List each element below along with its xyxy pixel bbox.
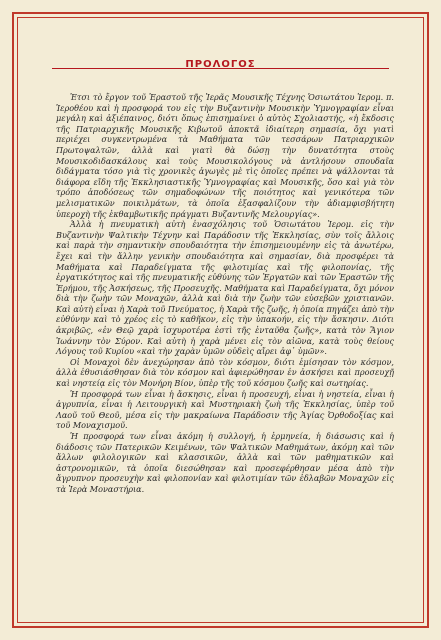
paragraph: Οἱ Μοναχοὶ δὲν ἀνεχώρησαν ἀπὸ τὸν κόσμον, διότι ἐμίσησαν τὸν κόσμον, ἀλλὰ ἐθυσιάσθησαν διὰ τὸν κόσμον καὶ ἀφιερώθησαν ἐν ἀσκήσει καὶ προσευχῇ καὶ νηστείᾳ εἰς τὸν Μονήρη Βίον, ὑπὲρ τῆς τοῦ κόσμου ζωῆς καὶ σωτηρίας. [56, 356, 394, 389]
body-text [56, 92, 394, 495]
page-title: ΠΡΟΛΟΓΟΣ [185, 59, 256, 70]
paragraph: Ἡ προσφορά των εἶναι ἀκόμη ἡ συλλογή, ἡ ἑρμηνεία, ἡ διάσωσις καὶ ἡ διάδοσις τῶν Πατερικῶν Κειμένων, τῶν Ψαλτικῶν Μαθημάτων, ἀκόμη καὶ τῶν ἄλλων φιλολογικῶν καὶ κλασσικῶν, ἀλλὰ καὶ τῶν μαθηματικῶν καὶ ἀστρονομικῶν, τὰ ὁποῖα διεσώθησαν καὶ προσεφέρθησαν μέσα ἀπὸ τὴν ἄγρυπνον προσευχὴν καὶ φιλοπονίαν καὶ φιλοτιμίαν τῶν ἐδλαβῶν Μοναχῶν εἰς τὰ Ἱερὰ Μοναστήρια. [56, 431, 394, 494]
paragraph: Ἡ προσφορά των εἶναι ἡ ἄσκησις, εἶναι ἡ προσευχή, εἶναι ἡ νηστεία, εἶναι ἡ ἀγρυπνία, εἶναι ἡ Λειτουργικὴ καὶ Μυστηριακὴ ζωὴ τῆς Ἐκκλησίας, ὑπὲρ τοῦ Λαοῦ τοῦ Θεοῦ, μέσα εἰς τὴν μακραίωνα Παράδοσιν τῆς Ἁγίας Ὀρθοδοξίας καὶ τοῦ Μοναχισμοῦ. [56, 388, 394, 431]
paragraph: Ἐτσι τὸ ἔργον τοῦ Ἐραστοῦ τῆς Ἱερᾶς Μουσικῆς Τέχνης Ὁσιωτάτου Ἱερομ. π. Ἱεροθέου καὶ ἡ προσφορά του εἰς τὴν Βυζαντινὴν Μουσικὴν Ὑμνογραφίαν εἶναι μεγάλη καὶ ἀξιέπαινος, διότι ὅπως ἐπισημαίνει ὁ αὐτὸς Σχολιαστής, «ἡ ἔκδοσις τῆς Πατριαρχικῆς Μουσικῆς Κιβωτοῦ ἀποκτᾶ ἰδιαίτερη σημασία, ὄχι γιατὶ περιέχει συγκεντρωμένα τὰ Μαθήματα τῶν τεσσάρων Πατριαρχικῶν Πρωτοψαλτῶν, ἀλλὰ καὶ γιατὶ θὰ δώσῃ τὴν δυνατότητα στοὺς Μουσικοδιδασκάλους καὶ τοὺς Μουσικολόγους νὰ ἀντλήσουν σπουδαῖα διδάγματα τόσο γιὰ τὶς χρονικὲς ἀγωγὲς μὲ τὶς ὁποῖες πρέπει νὰ ψάλλονται τὰ διάφορα εἴδη τῆς Ἐκκλησιαστικῆς Ὑμνογραφίας καὶ Μουσικῆς, ὅσο καὶ γιὰ τὸν τρόπο ἀποδόσεως τῶν σημαδοφώνων τῆς ποιότητος καὶ γενικότερα τῶν μελισματικῶν ποικιλμάτων, τὰ ὁποῖα ἐξασφαλίζουν τὴν ἀδιαμφισβήτητη ὑπεροχὴ τῆς ἐκθαμβωτικῆς πράγματι Βυζαντινῆς Μελουργίας». [56, 92, 394, 219]
paragraph: Ἀλλὰ ἡ πνευματικὴ αὐτὴ ἐνασχόλησις τοῦ Ὁσιωτάτου Ἱερομ. εἰς τὴν Βυζαντινὴν Ψαλτικὴν Τέχνην καὶ Παράδοσιν τῆς Ἐκκλησίας, σὺν τοῖς ἄλλοις καὶ παρὰ τὴν σημαντικὴν σπουδαιότητα τὴν ἐπισημειουμένην εἰς τὰ ἀνωτέρω, ἔχει καὶ τὴν ἄλλην γενικὴν σπουδαιότητα καὶ σημασίαν, διὰ προσφέρει τὰ Μαθήματα καὶ Παραδείγματα τῆς φιλοτιμίας καὶ τῆς φιλοπονίας, τῆς ἐργατικότητος καὶ τῆς πνευματικῆς εὐθύνης τῶν Ἐργατῶν καὶ τῶν Ἐραστῶν τῆς Ἐρήμου, τῆς Ἀσκήσεως, τῆς Προσευχῆς. Μαθήματα καὶ Παραδείγματα, ὄχι μόνον διὰ τὴν ζωὴν τῶν Μοναχῶν, ἀλλὰ καὶ διὰ τὴν ζωὴν τῶν εὐσεβῶν χριστιανῶν. Καὶ αὐτὴ εἶναι ἡ Χαρὰ τοῦ Πνεύματος, ἡ Χαρὰ τῆς ζωῆς, ἡ ὁποία πηγάζει ἀπὸ τὴν εὐθύνην καὶ τὸ χρέος εἰς τὸ καθῆκον, εἰς τὴν ὑπακοήν, εἰς τὴν ἄσκησιν. Διότι ἀκριβῶς, «ἐν Θεῷ χαρὰ ἰσχυροτέρα ἐστὶ τῆς ἐνταῦθα ζωῆς», κατὰ τὸν Ἅγιον Ἰωάννην τὸν Σύρον. Καὶ αὐτὴ ἡ χαρὰ μένει εἰς τὸν αἰῶνα, κατὰ τοὺς θείους Λόγους τοῦ Κυρίου «καὶ τὴν χαρὰν ὑμῶν οὐδεὶς αἴρει ἀφ᾿ ὑμῶν». [56, 219, 394, 357]
header-rule [52, 68, 389, 69]
